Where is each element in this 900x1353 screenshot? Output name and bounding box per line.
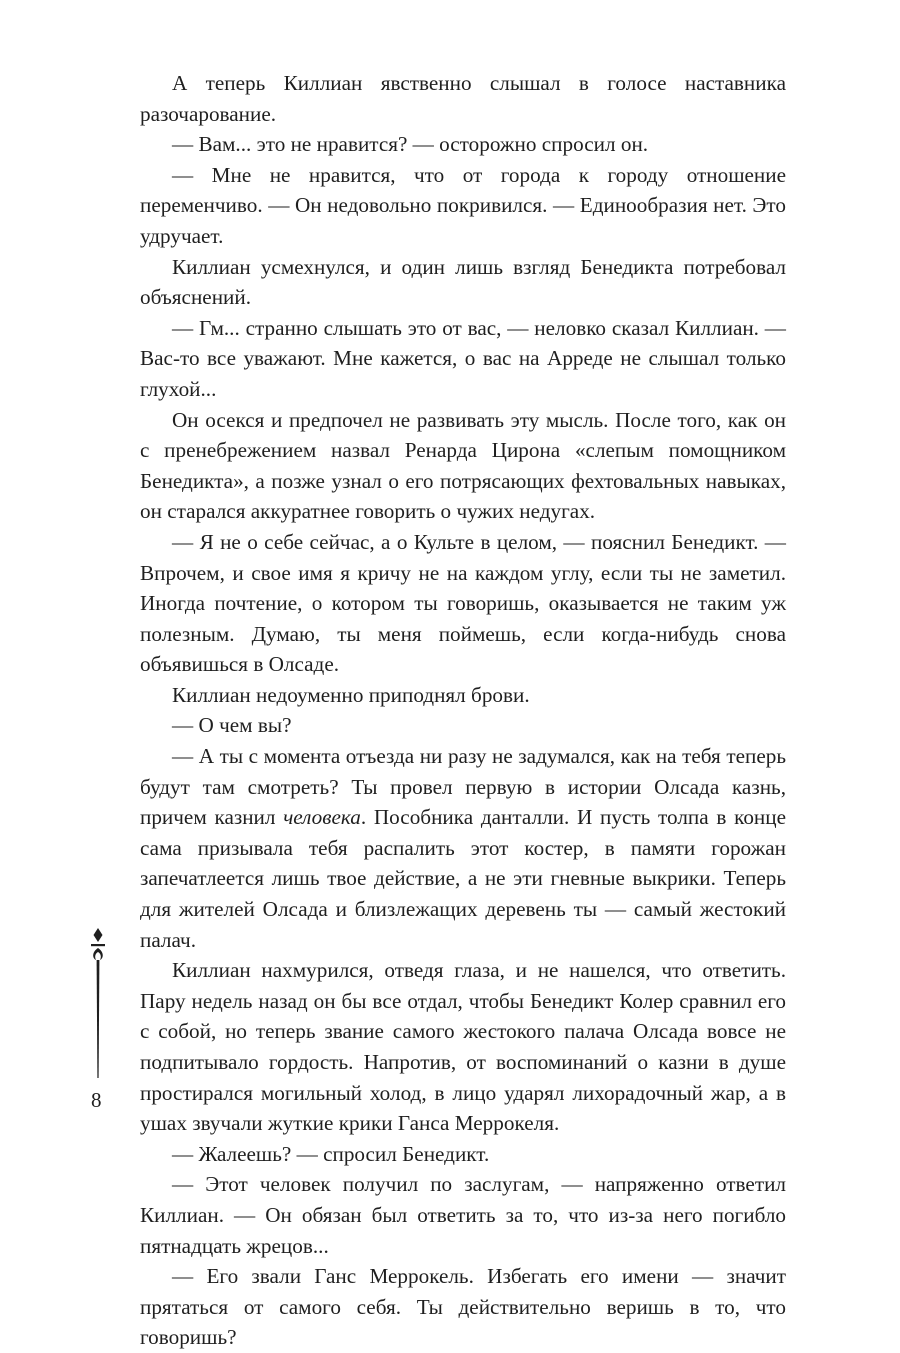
page-number: 8 (91, 1088, 102, 1112)
paragraph-text-after: . Пособника данталли. И пусть толпа в конце сама призывала тебя распалить этот костер, в памяти горожан запечатлеется лишь твое действие, а не эти гневные выкрики. Теперь для жителей Олсада и близлежащих деревень ты — самый жестокий палач. (140, 805, 786, 952)
paragraph: Он осекся и предпочел не развивать эту мысль. После того, как он с пренебрежением назвал Ренарда Цирона «слепым помощником Бенедикта», а позже узнал о его потрясающих фехтовальных навыках, он старался аккуратнее говорить о чужих недугах. (140, 407, 786, 524)
paragraph: — О чем вы? (172, 713, 292, 738)
emphasized-word: человека (283, 805, 361, 830)
paragraph: Киллиан нахмурился, отведя глаза, и не нашелся, что ответить. Пару недель назад он бы все отдал, чтобы Бенедикт Колер сравнил его с собой, но теперь звание самого жестокого палача Олсада вовсе не подпитывало гордость. Напротив, от воспоминаний о казни в душе простирался могильный холод, в лицо ударял лихорадочный жар, а в ушах звучали жуткие крики Ганса Меррокеля. (140, 958, 786, 1136)
paragraph: А теперь Киллиан явственно слышал в голосе наставника разочарование. (140, 71, 786, 126)
paragraph: — Мне не нравится, что от города к городу отношение переменчиво. — Он недовольно покривился. — Единообразия нет. Это удручает. (140, 162, 786, 248)
paragraph: — Его звали Ганс Меррокель. Избегать его имени — значит прятаться от самого себя. Ты действительно веришь в то, что говоришь? (140, 1264, 786, 1350)
body-text (140, 68, 786, 1353)
paragraph: Киллиан усмехнулся, и один лишь взгляд Бенедикта потребовал объяснений. (140, 254, 786, 310)
paragraph (140, 741, 786, 955)
paragraph: — Этот человек получил по заслугам, — напряженно ответил Киллиан. — Он обязан был ответить за то, что из-за него погибло пятнадцать жрецов... (140, 1172, 786, 1258)
paragraph: — Жалеешь? — спросил Бенедикт. (172, 1141, 490, 1166)
paragraph-text-before: — А ты с момента отъезда ни разу не задумался, как на тебя теперь будут там смотреть? Ты провел первую в истории Олсада казнь, причем казнил (140, 744, 786, 830)
paragraph: — Вам... это не нравится? — осторожно спросил он. (172, 132, 649, 157)
paragraph: — Я не о себе сейчас, а о Культе в целом, — пояснил Бенедикт. — Впрочем, и свое имя я кричу не на каждом углу, если ты не заметил. Иногда почтение, о котором ты говоришь, оказывается не таким уж полезным. Думаю, ты меня поймешь, если когда-нибудь снова объявишься в Олсаде. (140, 529, 786, 677)
paragraph: — Гм... странно слышать это от вас, — неловко сказал Киллиан. — Вас-то все уважают. Мне кажется, о вас на Арреде не слышал только глухой... (140, 315, 786, 401)
finial-ornament-icon (86, 928, 110, 1078)
paragraph: Киллиан недоуменно приподнял брови. (172, 682, 530, 707)
